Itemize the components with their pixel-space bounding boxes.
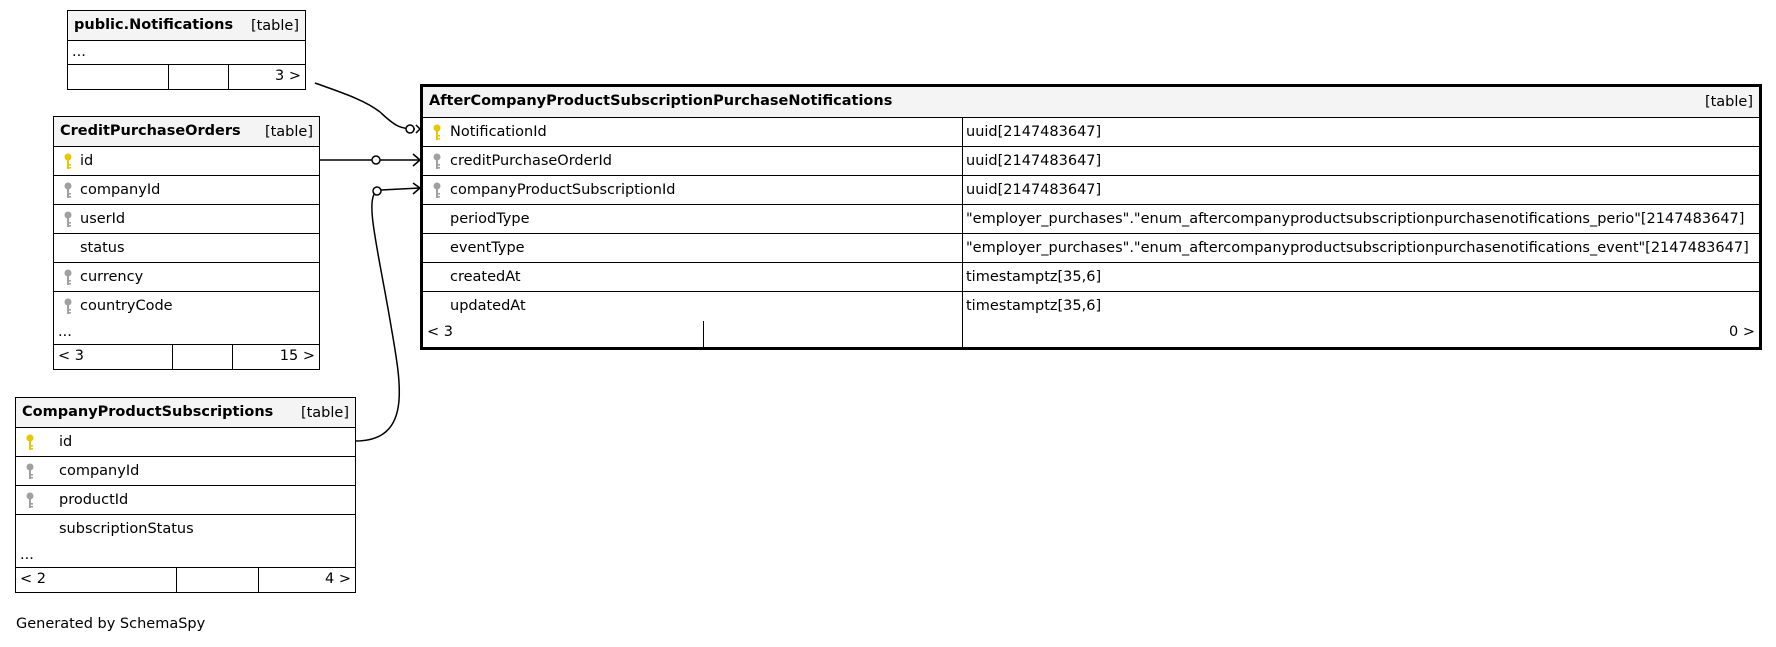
ellipsis: ... [20, 547, 34, 563]
column-row[interactable] [54, 205, 319, 234]
primary-key-icon [432, 124, 442, 141]
column-name: companyId [80, 182, 161, 198]
column-row[interactable] [16, 515, 355, 544]
ellipsis: ... [58, 324, 72, 340]
column-row[interactable] [54, 147, 319, 176]
column-name: id [80, 153, 94, 169]
column-row[interactable] [423, 234, 1759, 263]
column-type: uuid[2147483647] [966, 124, 1102, 140]
column-name: subscriptionStatus [59, 521, 194, 537]
column-name: currency [80, 269, 144, 285]
table-kind: [table] [1704, 94, 1753, 110]
table-name: public.Notifications [74, 17, 234, 33]
column-row[interactable] [54, 263, 319, 292]
column-row[interactable] [423, 263, 1759, 292]
footer-left-count[interactable]: < 3 [427, 324, 453, 340]
ellipsis-row [16, 544, 355, 568]
column-row[interactable] [16, 486, 355, 515]
column-row[interactable] [54, 176, 319, 205]
column-name: NotificationId [450, 124, 547, 140]
ellipsis: ... [72, 44, 86, 60]
column-row[interactable] [54, 292, 319, 321]
footer-right-count[interactable]: 3 > [275, 68, 301, 84]
table-kind: [table] [250, 18, 299, 34]
column-row[interactable] [423, 147, 1759, 176]
table-credit-purchase-orders[interactable] [53, 116, 320, 370]
primary-key-icon [25, 434, 35, 451]
column-row[interactable] [423, 292, 1759, 321]
table-name: AfterCompanyProductSubscriptionPurchaseNotifications [429, 93, 893, 109]
column-name: userId [80, 211, 126, 227]
column-type: timestamptz[35,6] [966, 269, 1102, 285]
link-notifications [315, 83, 415, 129]
foreign-key-icon [25, 463, 35, 480]
table-name: CompanyProductSubscriptions [22, 404, 274, 420]
table-footer [68, 65, 305, 89]
table-kind: [table] [300, 405, 349, 421]
table-header [54, 117, 319, 147]
column-name: companyId [59, 463, 140, 479]
table-public-notifications[interactable] [67, 10, 306, 90]
column-row[interactable] [16, 457, 355, 486]
column-name: creditPurchaseOrderId [450, 153, 612, 169]
footer-right-count[interactable]: 15 > [279, 348, 315, 364]
table-footer [16, 568, 355, 592]
column-type: uuid[2147483647] [966, 182, 1102, 198]
table-after-notifications[interactable] [420, 84, 1762, 350]
table-kind: [table] [264, 124, 313, 140]
column-row[interactable] [423, 205, 1759, 234]
column-name: companyProductSubscriptionId [450, 182, 676, 198]
column-type: "employer_purchases"."enum_aftercompanyproductsubscriptionpurchasenotifications_perio"[2147483647] [966, 211, 1745, 227]
column-name: id [59, 434, 73, 450]
column-name: createdAt [450, 269, 521, 285]
table-header [16, 398, 355, 428]
table-company-product-subscriptions[interactable] [15, 397, 356, 593]
table-header [68, 11, 305, 41]
table-footer [423, 321, 1759, 347]
column-type: "employer_purchases"."enum_aftercompanyproductsubscriptionpurchasenotifications_event"[2147483647] [966, 240, 1749, 256]
column-name: countryCode [80, 298, 173, 314]
column-name: status [80, 240, 125, 256]
column-name: periodType [450, 211, 530, 227]
primary-key-icon [63, 153, 73, 170]
column-name: eventType [450, 240, 525, 256]
column-type: uuid[2147483647] [966, 153, 1102, 169]
column-name: updatedAt [450, 298, 526, 314]
column-row[interactable] [54, 234, 319, 263]
foreign-key-icon [63, 211, 73, 228]
table-header [423, 87, 1759, 118]
column-name: productId [59, 492, 129, 508]
foreign-key-icon [432, 153, 442, 170]
footer-left-count[interactable]: < 2 [20, 571, 46, 587]
column-row[interactable] [423, 176, 1759, 205]
link-subscriptions [355, 192, 399, 441]
ellipsis-row [68, 41, 305, 65]
table-footer [54, 345, 319, 369]
ellipsis-row [54, 321, 319, 345]
footer-left-count[interactable]: < 3 [58, 348, 84, 364]
foreign-key-icon [63, 298, 73, 315]
table-name: CreditPurchaseOrders [60, 123, 241, 139]
column-row[interactable] [16, 428, 355, 457]
foreign-key-icon [25, 492, 35, 509]
footer-right-count[interactable]: 4 > [325, 571, 351, 587]
foreign-key-icon [63, 182, 73, 199]
footer-right-count[interactable]: 0 > [1729, 324, 1755, 340]
foreign-key-icon [432, 182, 442, 199]
column-row[interactable] [423, 118, 1759, 147]
foreign-key-icon [63, 269, 73, 286]
generated-by-label: Generated by SchemaSpy [16, 616, 206, 632]
column-type: timestamptz[35,6] [966, 298, 1102, 314]
